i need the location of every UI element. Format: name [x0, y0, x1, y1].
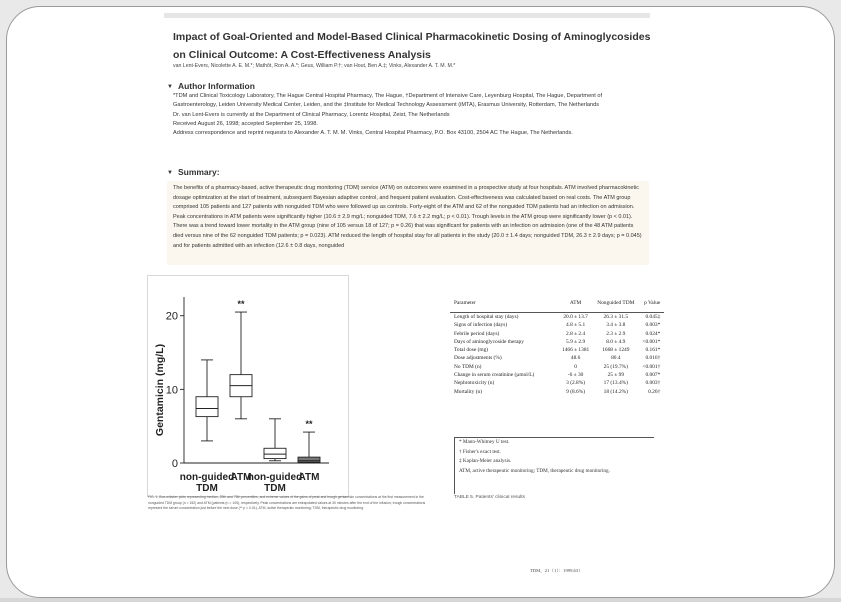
paper-authors: van Lent-Evers, Nicolette A. E. M.*; Mathôt, Ron A. A.*; Geus, William P.†; van Hout, Ben A.‡; Vinks, Alexander A. T. M. M.* — [173, 63, 456, 69]
table-cell: 0.045‡ — [645, 314, 661, 320]
table-cell: -6 ± 30 — [567, 372, 584, 379]
table-row — [450, 313, 664, 322]
box — [264, 448, 286, 458]
table-cell: 5.9 ± 2.9 — [566, 338, 586, 345]
table-cell: Change in serum creatinine (µmol/L) — [454, 372, 535, 379]
table-cell: 1668 ± 1249 — [602, 347, 630, 354]
table-cell: 1466 ± 1381 — [562, 347, 590, 354]
table-cell: 4.8 ± 5.1 — [566, 322, 586, 329]
table-cell: 0.024* — [645, 330, 661, 337]
table-cell: 0.007* — [645, 372, 661, 379]
box — [298, 457, 320, 462]
table-cell: 17 (13.4%) — [603, 380, 628, 387]
paper-title: Impact of Goal-Oriented and Model-Based Clinical Pharmacokinetic Dosing of Aminoglycosides on Clinical Outcome: A Cost-Effectiveness Analysis — [173, 31, 651, 61]
author-info-line: Address correspondence and reprint requests to Alexander A. T. M. M. Vinks, Central Hospital Pharmacy, P.O. Box 43100, 2504 AC The Hague, The Netherlands. — [173, 130, 573, 137]
y-tick-label: 0 — [171, 458, 178, 470]
x-category-label: ATM — [298, 472, 320, 483]
table-cell: Dose adjustments (%) — [454, 355, 502, 362]
table-cell: 0 — [574, 363, 577, 370]
table-row — [450, 371, 664, 379]
column-header: Parameter — [450, 297, 558, 313]
column-header: Nonguided TDM — [593, 297, 638, 313]
summary-text: The benefits of a pharmacy-based, active therapeutic drug monitoring (TDM) service (ATM) on outcomes were examined in a prospective study at four hospitals. ATM involved pharmacokinetic dosage optimization at the start of treatment, subsequent Bayesian adaptive control, and frequent patient evaluation. Cost-effectiveness was calculated based on real costs. The ATM group comprised 105 patients and 127 patients with nonguided TDM who were followed up as controls. Forty-eight of the ATM and 62 of the nonguided TDM patients had an infection on admission. Peak concentrations in ATM patients were significantly higher (10.6 ± 2.9 mg/L; nonguided TDM, 7.6 ± 2.2 mg/L; p < 0.01). Trough levels in the ATM group were significantly lower (p < 0.01). There was a trend toward lower mortality in the ATM group (nine of 105 versus 18 of 127; p = 0.26) that was significant for patients with an infection on admission (one of the 48 ATM patients died versus nine of the 62 nonguided TDM patients; p = 0.023). ATM reduced the length of hospital stay for all patients in the study (20.0 ± 1.4 days; nonguided TDM, 26.3 ± 2.9 days; p = 0.045) and for patients admitted with an infection (12.6 ± 0.8 days, nonguided — [173, 185, 642, 249]
top-divider — [164, 13, 650, 18]
table-cell: 2.3 ± 2.9 — [606, 330, 626, 337]
table-row — [450, 363, 664, 371]
y-tick-label: 10 — [165, 384, 178, 397]
table-cell: 25 (19.7%) — [603, 363, 628, 370]
table-row — [450, 321, 664, 329]
table-row — [450, 330, 664, 338]
table-cell: 3 (2.8%) — [566, 380, 586, 387]
table-cell: Signs of infection (days) — [454, 322, 508, 329]
table-cell: 0.26† — [648, 388, 661, 395]
table-cell: 18 (14.2%) — [603, 388, 628, 395]
slide-frame — [6, 6, 835, 598]
table-note: * Mann-Whitney U test. — [459, 439, 510, 445]
page-footer: TDM，21（1）：1999,63） — [530, 568, 583, 573]
table-cell: 3.4 ± 3.8 — [606, 322, 626, 329]
table-caption: TABLE 5. Patients' clinical results — [454, 495, 525, 500]
table-cell: Length of hospital stay (days) — [454, 314, 519, 320]
table-cell: Nephrotoxicity (n) — [454, 380, 495, 387]
table-cell: 48.6 — [570, 355, 581, 362]
table-cell: 26.3 ± 31.5 — [603, 314, 629, 320]
x-category-label: non-guided TDM — [247, 472, 303, 494]
summary-heading-label: Summary: — [177, 167, 220, 177]
table-row — [450, 388, 664, 396]
author-info-heading[interactable] — [167, 81, 255, 91]
table-cell: Days of aminoglycoside therapy — [454, 338, 524, 345]
table-cell: 0.016† — [645, 355, 661, 362]
box — [196, 397, 218, 417]
author-info-line: Dr. van Lent-Evers is currently at the Department of Clinical Pharmacy, Lorentz Hospital, Zeist, The Netherlands — [173, 111, 450, 118]
table-cell: 9 (8.6%) — [566, 388, 586, 395]
x-category-label: non-guided TDM — [179, 472, 235, 494]
table-row — [450, 338, 664, 346]
y-axis-label: Gentamicin (mg/L) — [154, 343, 166, 437]
significance-mark: ** — [305, 419, 313, 430]
table-cell: 0.161* — [645, 347, 661, 354]
table-note: ATM, active therapeutic monitoring; TDM, therapeutic drug monitoring. — [459, 467, 610, 474]
notes-rule — [454, 438, 455, 494]
table-cell: Mortality (n) — [454, 388, 482, 395]
column-header: ATM — [558, 297, 593, 313]
table-cell: <0.001* — [642, 338, 661, 345]
column-header: p Value — [638, 297, 664, 313]
x-category-label: ATM — [230, 472, 252, 483]
table-cell: Total dose (mg) — [454, 347, 489, 354]
table-note: † Fisher's exact test. — [459, 448, 501, 455]
table-cell: 25 ± 99 — [607, 372, 625, 379]
author-info-heading-label: Author Information — [177, 81, 255, 91]
table-cell: 0.003† — [645, 380, 661, 387]
horizontal-scrollbar[interactable] — [0, 598, 841, 602]
results-table — [450, 297, 664, 396]
table-cell: 20.0 ± 13.7 — [563, 314, 588, 320]
expand-triangle-icon[interactable]: ▼ — [167, 170, 173, 176]
author-info-line: *TDM and Clinical Toxicology Laboratory, The Hague Central Hospital Pharmacy, The Hague, †Department of Intensive Care, Leyenburg Hospital, The Hague, Department of Gastroenterology, Leiden University Medical Center, Leiden, and the ‡Institute for Medical Technology Assessment (iMTA), Erasmus University, Rotterdam, The Netherlands — [173, 93, 603, 109]
author-info-line: Received August 26, 1998; accepted September 25, 1998. — [173, 120, 318, 127]
figure-caption: FIG. 1. Box-whisker plots representing median, 25th and 75th percentiles, and extreme values of the gains of peak and trough gentamicin concentrations at the first measurement in the nonguided TDM group (n = 152) and ATM (patients (n = 105), respectively. Peak concentrations are extrapolated values at 30 minutes after the end of the infusion; trough concentrations represent the serum concentration just before the next dose (** p < 0.01). ATM, active therapeutic monitoring; TDM, therapeutic drug monitoring. — [148, 495, 426, 511]
significance-mark: ** — [237, 299, 245, 310]
author-info — [173, 92, 645, 138]
summary-heading[interactable] — [167, 167, 220, 177]
boxplot-chart — [147, 275, 347, 495]
table-cell: <0.001† — [642, 363, 661, 370]
table-cell: 2.8 ± 2.4 — [566, 330, 586, 337]
table-header-row — [450, 297, 664, 313]
table-note: ‡ Kaplan-Meier analysis. — [459, 458, 512, 464]
table-cell: 8.0 ± 4.9 — [606, 338, 626, 345]
table-notes — [454, 437, 654, 494]
table-cell: No TDM (n) — [454, 363, 482, 370]
y-tick-label: 20 — [165, 310, 178, 323]
table-row — [450, 379, 664, 387]
table-cell: 0.003* — [645, 322, 661, 329]
expand-triangle-icon[interactable]: ▼ — [167, 84, 173, 90]
table-row — [450, 354, 664, 362]
table-cell: 80.4 — [611, 355, 621, 362]
table-row — [450, 346, 664, 354]
table-cell: Febrile period (days) — [454, 330, 500, 337]
